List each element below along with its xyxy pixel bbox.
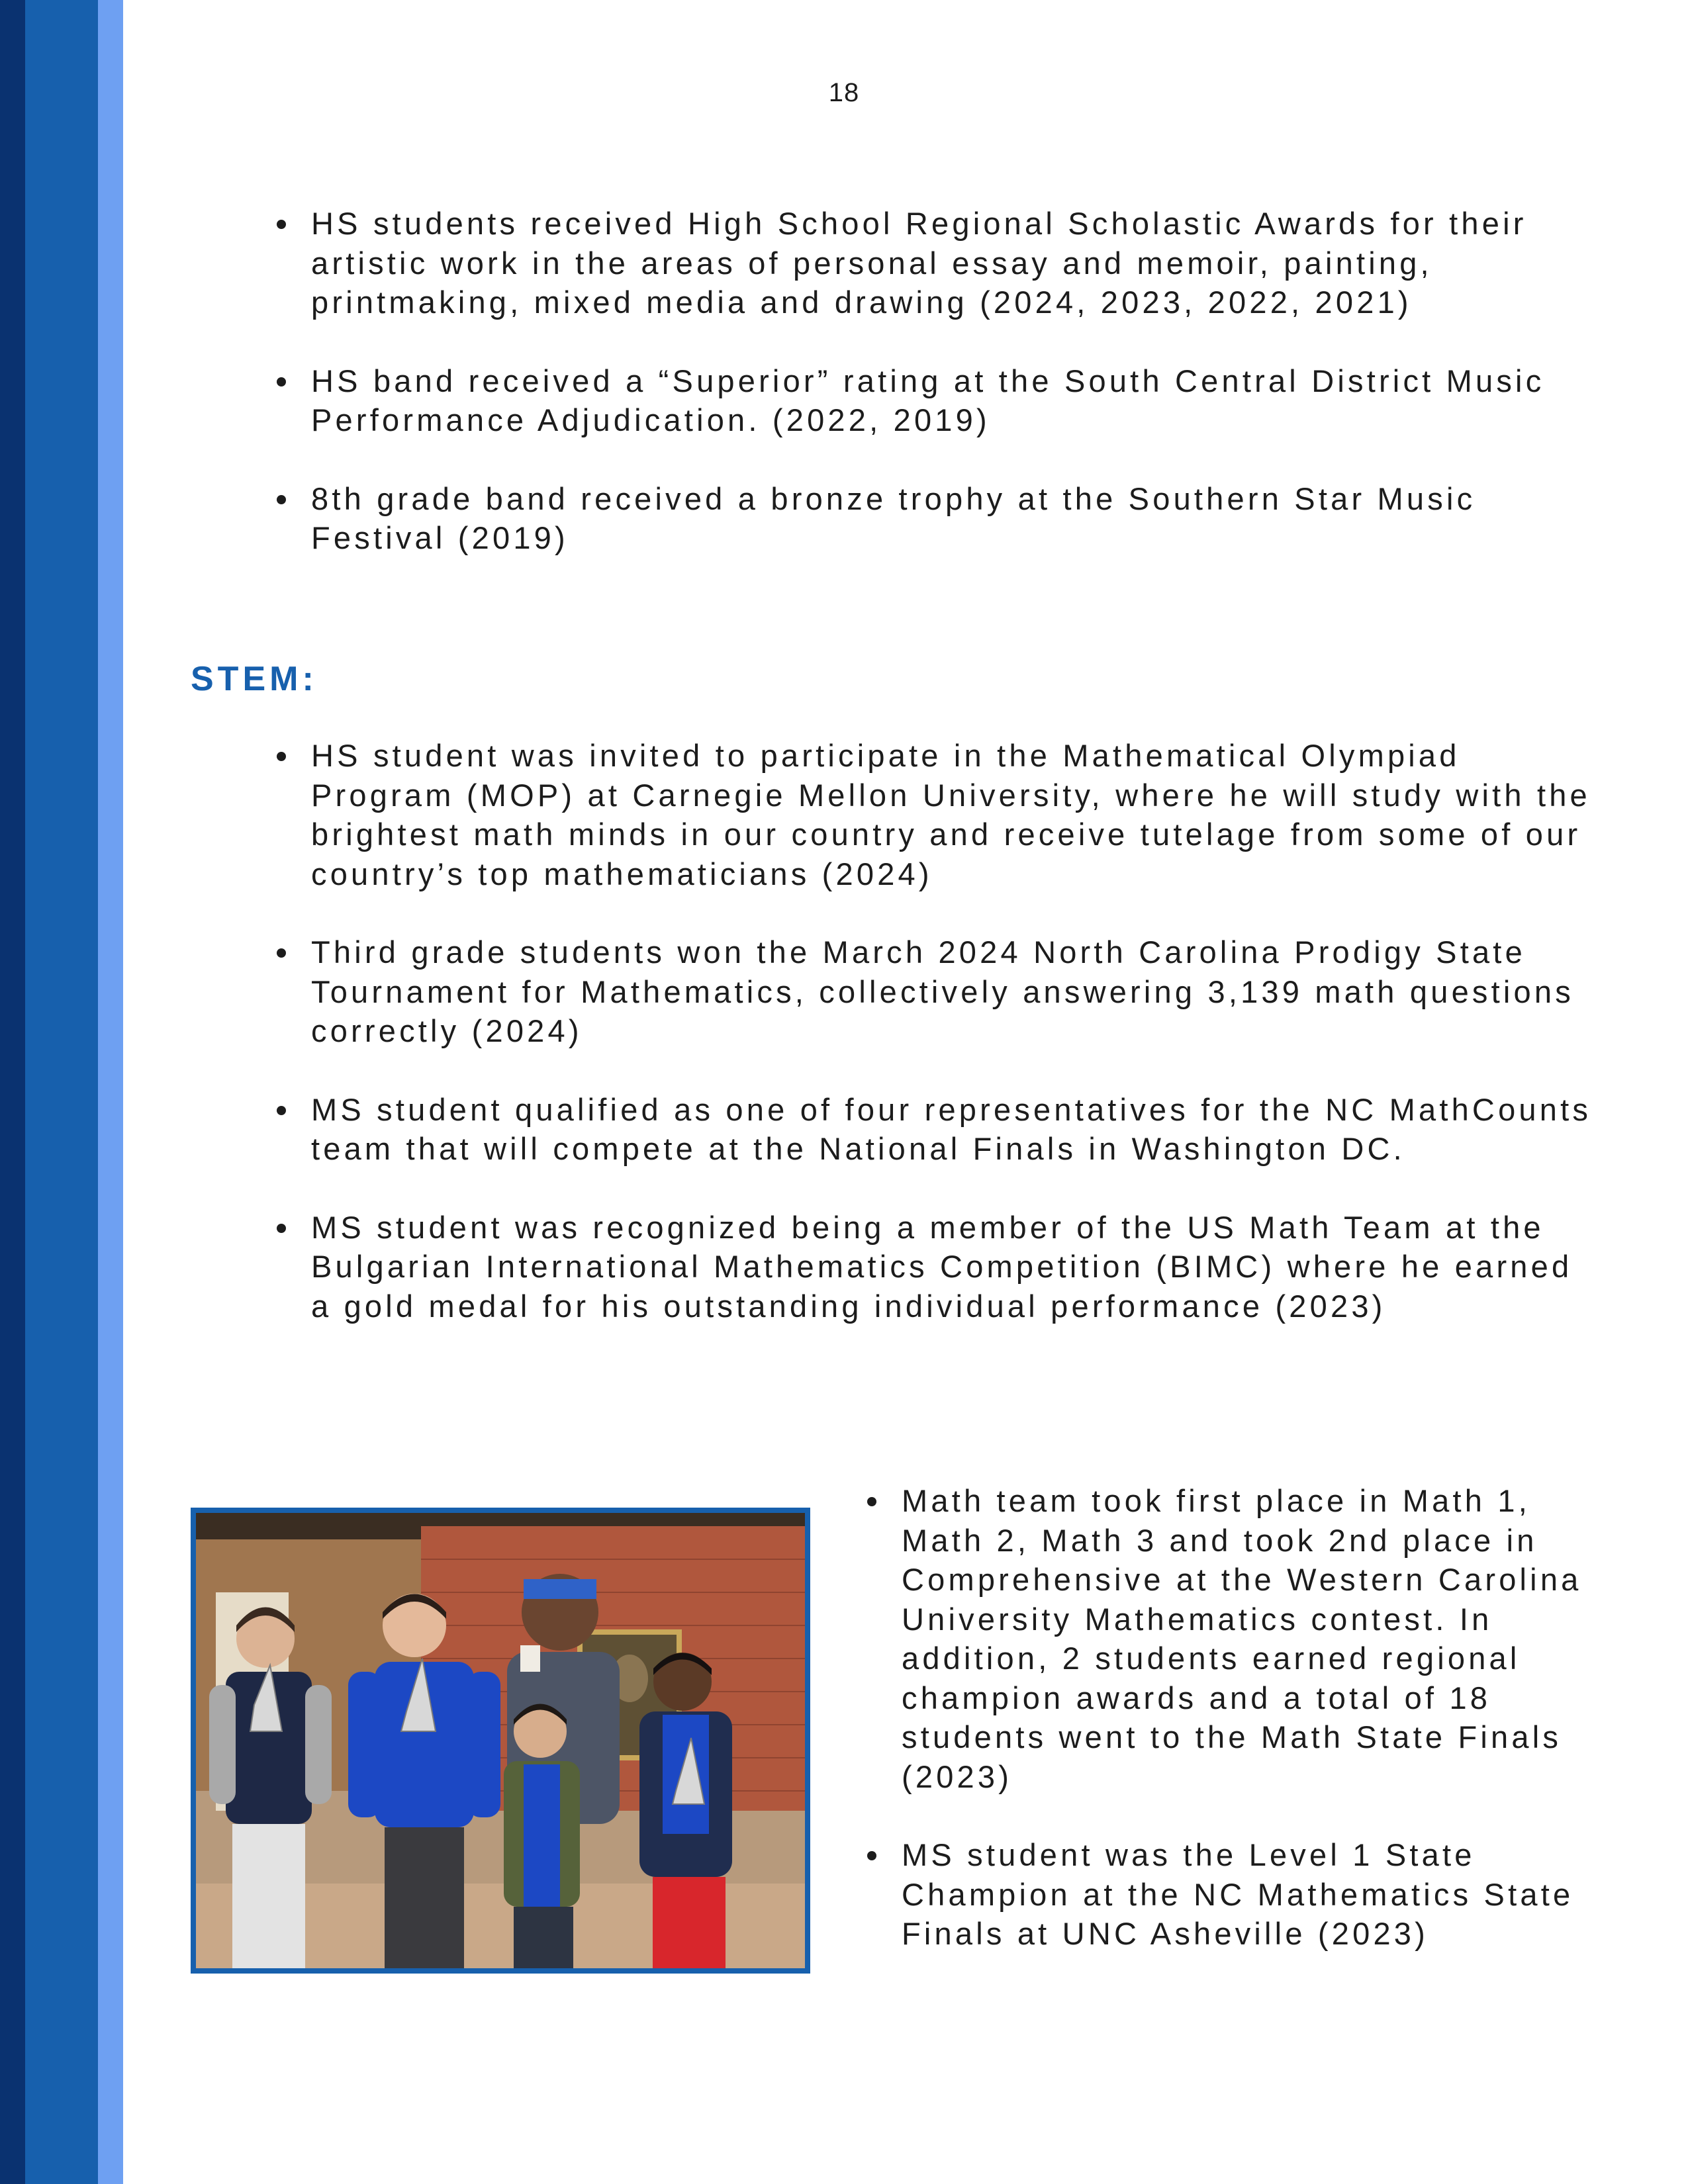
bullet-icon (867, 1497, 876, 1506)
list-item-text: MS student qualified as one of four representatives for the NC MathCounts team that will compete at the National Finals in Washington DC. (311, 1091, 1592, 1166)
page-number: 18 (828, 78, 860, 107)
bullet-icon (277, 1106, 286, 1115)
math-team-achievements-list (865, 1481, 1619, 1954)
list-item-text: Third grade students won the March 2024 North Carolina Prodigy State Tournament for Mathematics, collectively answering 3,139 math questions correctly (2024) (311, 934, 1574, 1048)
list-item (865, 1835, 1619, 1954)
list-item (865, 1481, 1619, 1796)
list-item (274, 736, 1605, 893)
list-item (274, 933, 1605, 1051)
sidebar-stripe-dark (0, 0, 25, 2184)
list-item-text: Math team took first place in Math 1, Math 2, Math 3 and took 2nd place in Comprehensive at the Western Carolina University Mathematics contest. In addition, 2 students earned regional champion awards and a total of 18 students went to the Math State Finals (2023) (902, 1483, 1582, 1794)
list-item-text: HS students received High School Regional Scholastic Awards for their artistic work in the areas of personal essay and memoir, painting, printmaking, mixed media and drawing (2024, 2023, 2022, 2021) (311, 206, 1527, 320)
bullet-icon (277, 752, 286, 761)
sidebar-stripe-mid (25, 0, 98, 2184)
bullet-icon (277, 948, 286, 958)
bullet-icon (277, 1224, 286, 1233)
math-team-photo (191, 1508, 810, 1974)
list-item-text: MS student was the Level 1 State Champion at the NC Mathematics State Finals at UNC Asheville (2023) (902, 1837, 1574, 1951)
list-item-text: 8th grade band received a bronze trophy at the Southern Star Music Festival (2019) (311, 480, 1476, 555)
arts-achievements-list (274, 204, 1605, 558)
photo-illustration (196, 1513, 805, 1968)
bullet-icon (277, 377, 286, 387)
list-item (274, 1208, 1605, 1326)
list-item (274, 361, 1605, 440)
list-item-text: MS student was recognized being a member of the US Math Team at the Bulgarian International Mathematics Competition (BIMC) where he earned a gold medal for his outstanding individual performance (2023) (311, 1209, 1573, 1324)
list-item (274, 204, 1605, 322)
bullet-icon (277, 495, 286, 504)
list-item (274, 479, 1605, 558)
section-heading-stem: STEM: (191, 660, 318, 698)
list-item (274, 1090, 1605, 1169)
sidebar-stripe-light (98, 0, 123, 2184)
list-item-text: HS student was invited to participate in the Mathematical Olympiad Program (MOP) at Carnegie Mellon University, where he will study with the brightest math minds in our country and receive tutelage from some of our country’s top mathematicians (2024) (311, 738, 1591, 891)
stem-achievements-list (274, 736, 1605, 1326)
bullet-icon (277, 220, 286, 229)
bullet-icon (867, 1851, 876, 1860)
list-item-text: HS band received a “Superior” rating at the South Central District Music Performance Adjudication. (2022, 2019) (311, 363, 1545, 437)
